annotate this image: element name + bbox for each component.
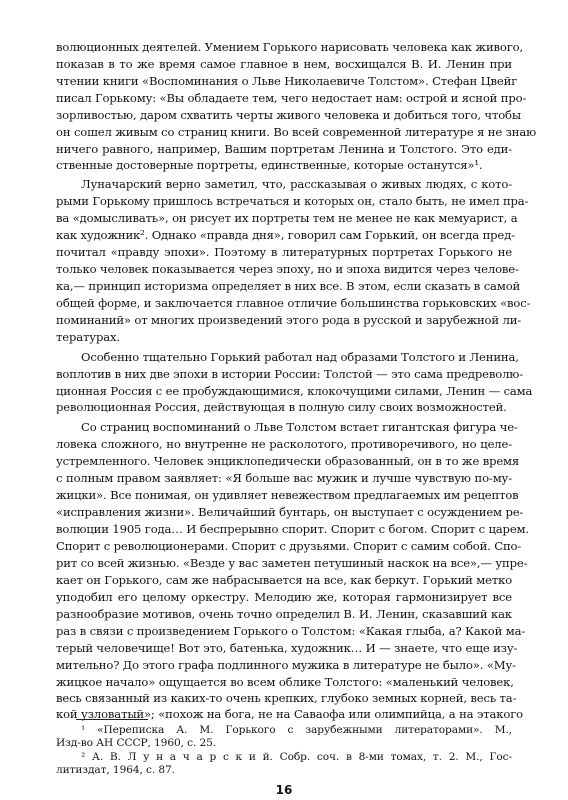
footnote-2: ² А. В. Л у н а ч а р с к и й. Собр. соч. в 8-ми томах, т. 2. М., Гос- (81, 751, 512, 763)
footnote-divider (76, 719, 148, 720)
footnote-1: ¹ «Переписка А. М. Горького с зарубежными литераторами». М., (81, 724, 512, 736)
body-line: зорливостью, даром схватить черты живого человека и добиться того, чтобы (56, 108, 521, 122)
body-line: почитал «правду эпохи». Поэтому в литературных портретах Горького не (56, 245, 512, 259)
paragraph-start-line: Луначарский верно заметил, что, рассказывая о живых людях, с кото- (81, 177, 512, 191)
body-line: ва «домысливать», он рисует их портреты тем не менее не как мемуарист, а (56, 211, 518, 225)
page-number: 16 (275, 783, 293, 797)
body-line: он сошел живым со страниц книги. Во всей современной литературе я не знаю (56, 125, 537, 139)
body-line: воплотив в них две эпохи в истории России: Толстой — это сама предреволю- (56, 367, 524, 381)
body-line: как художник². Однако «правда дня», говорил сам Горький, он всегда пред- (56, 228, 515, 242)
body-line: революционная Россия, действующая в полную силу своих возможностей. (56, 400, 507, 414)
body-line: мительно? До этого графа подлинного мужика в литературе не было». «Му- (56, 658, 516, 672)
body-line: терый человечище! Вот это, батенька, художник… И — знаете, что еще изу- (56, 641, 518, 655)
body-line: показав в то же время самое главное в нем, восхищался В. И. Ленин при (56, 57, 512, 71)
body-line: ловека сложного, но внутренне не расколотого, противоречивого, но целе- (56, 437, 512, 451)
body-line: уподобил его целому оркестру. Мелодию же, которая гармонизирует все (56, 590, 512, 604)
body-line: рыми Горькому пришлось встречаться и которых он, стало быть, не имел пра- (56, 194, 529, 208)
body-line: жицки». Все понимая, он удивляет невежеством предлагаемых им рецептов (56, 488, 519, 502)
body-line: «исправления жизни». Величайший бунтарь, он выступает с осуждением ре- (56, 505, 524, 519)
body-line: разнообразие мотивов, очень точно определил В. И. Ленин, сказавший как (56, 607, 512, 621)
body-line: общей форме, и заключается главное отличие большинства горьковских «вос- (56, 296, 531, 310)
body-line: ционная Россия с ее пробуждающимися, клокочущими силами, Ленин — сама (56, 384, 533, 398)
footnote-2-continuation: литиздат, 1964, с. 87. (56, 764, 175, 776)
body-line: волюционных деятелей. Умением Горького нарисовать человека как живого, (56, 40, 524, 54)
body-line: поминаний» от многих произведений этого рода в русской и зарубежной ли- (56, 313, 522, 327)
body-line: Спорит с революционерами. Спорит с друзьями. Спорит с самим собой. Спо- (56, 539, 522, 553)
body-line: чтении книги «Воспоминания о Льве Николаевиче Толстом». Стефан Цвейг (56, 74, 518, 88)
body-line: весь связанный из каких-то очень крепких, глубоко земных корней, весь та- (56, 691, 517, 705)
footnote-1-continuation: Изд-во АН СССР, 1960, с. 25. (56, 737, 217, 749)
body-line: ственные достоверные портреты, единственные, которые останутся»¹. (56, 158, 483, 172)
body-line: рит со всей жизнью. «Везде у вас заметен петушиный наскок на все»,— упре- (56, 556, 528, 570)
body-line: кает он Горького, сам же набрасывается на все, как беркут. Горький метко (56, 573, 513, 587)
body-line: устремленного. Человек энциклопедически образованный, он в то же время (56, 454, 520, 468)
body-line: волюции 1905 года… И беспрерывно спорит. Спорит с богом. Спорит с царем. (56, 522, 529, 536)
body-line: с полным правом заявляет: «Я больше вас мужик и лучше чувствую по-му- (56, 471, 512, 485)
paragraph-start-line: Особенно тщательно Горький работал над образами Толстого и Ленина, (81, 350, 519, 364)
paragraph-start-line: Со страниц воспоминаний о Льве Толстом встает гигантская фигура че- (81, 420, 518, 434)
body-line: раз в связи с произведением Горького о Толстом: «Какая глыба, а? Какой ма- (56, 624, 526, 638)
body-line: писал Горькому: «Вы обладаете тем, чего недостает нам: острой и ясной про- (56, 91, 527, 105)
body-line: тературах. (56, 330, 120, 344)
body-line: ничего равного, например, Вашим портретам Ленина и Толстого. Это еди- (56, 142, 512, 156)
body-line: ка,— принцип историзма определяет в них все. В этом, если сказать в самой (56, 279, 521, 293)
body-line: только человек показывается через эпоху, но и эпоха видится через челове- (56, 262, 519, 276)
body-line: кой узловатый»; «похож на бога, не на Саваофа или олимпийца, а на этакого (56, 707, 523, 721)
body-line: жицкое начало» ощущается во всем облике Толстого: «маленький человек, (56, 675, 514, 689)
